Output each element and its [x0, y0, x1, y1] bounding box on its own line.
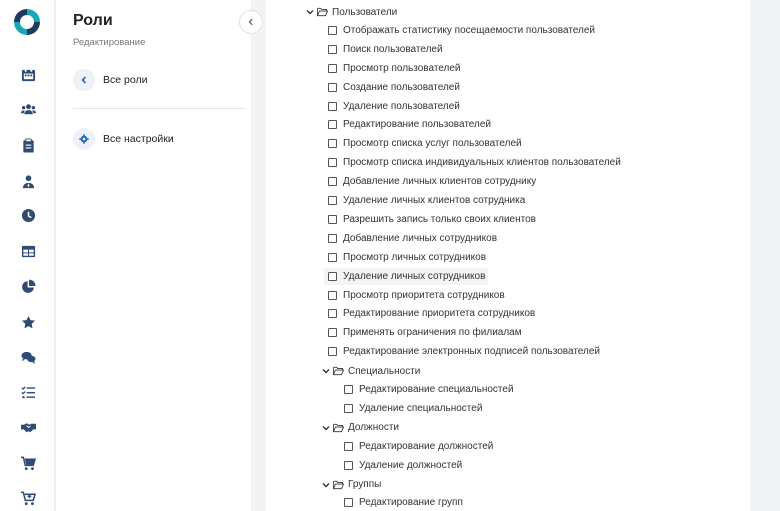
pie-chart-icon[interactable]	[18, 276, 38, 296]
permission-checkbox[interactable]	[328, 139, 337, 148]
all-roles-link[interactable]	[73, 69, 147, 91]
chevron-down-icon	[322, 367, 330, 375]
permission-label: Разрешить запись только своих клиентов	[343, 213, 536, 225]
permission-item[interactable]	[324, 324, 525, 341]
permission-item[interactable]	[324, 135, 525, 152]
permission-label: Применять ограничения по филиалам	[343, 327, 522, 339]
cart-icon[interactable]	[18, 453, 38, 473]
folder-open-icon	[333, 423, 344, 433]
users-icon[interactable]	[18, 99, 38, 119]
settings-sidebar	[56, 0, 251, 511]
tree-group-1[interactable]	[322, 420, 399, 436]
tree-group-users-label: Пользователи	[332, 6, 398, 18]
page-subtitle: Редактирование	[73, 37, 146, 48]
chevron-left-icon	[73, 69, 95, 91]
permission-item[interactable]	[324, 343, 603, 360]
table-icon[interactable]	[18, 241, 38, 261]
permission-item[interactable]	[324, 287, 508, 304]
page-title: Роли	[73, 12, 113, 29]
permission-label: Удаление личных сотрудников	[343, 270, 486, 282]
permission-label: Редактирование приоритета сотрудников	[343, 308, 536, 320]
permission-checkbox[interactable]	[328, 253, 337, 262]
permission-label: Просмотр пользователей	[343, 62, 461, 74]
permission-checkbox[interactable]	[328, 215, 337, 224]
permission-label: Просмотр личных сотрудников	[343, 251, 487, 263]
permission-label: Редактирование электронных подписей пользователей	[343, 346, 601, 358]
chevron-down-icon	[322, 424, 330, 432]
permission-checkbox[interactable]	[344, 404, 353, 413]
tree-group-1-label: Должности	[348, 422, 400, 434]
folder-open-icon	[333, 480, 344, 490]
user-tie-icon[interactable]	[18, 171, 38, 191]
permission-label: Отображать статистику посещаемости пользователей	[343, 24, 595, 36]
permission-checkbox[interactable]	[328, 177, 337, 186]
permission-item[interactable]	[324, 22, 598, 39]
tree-group-0-label: Специальности	[348, 365, 421, 377]
permission-item[interactable]	[340, 438, 496, 455]
permission-item[interactable]	[324, 116, 494, 133]
permission-label: Редактирование групп	[359, 497, 463, 509]
comments-icon[interactable]	[18, 347, 38, 367]
permission-checkbox[interactable]	[328, 158, 337, 167]
handshake-icon[interactable]	[18, 417, 38, 437]
all-roles-label: Все роли	[103, 74, 148, 86]
permission-item[interactable]	[324, 60, 464, 77]
permission-checkbox[interactable]	[328, 26, 337, 35]
permission-label: Просмотр приоритета сотрудников	[343, 289, 505, 301]
clock-icon[interactable]	[18, 205, 38, 225]
permission-label: Просмотр списка индивидуальных клиентов пользователей	[343, 157, 621, 169]
tree-group-users[interactable]	[306, 4, 397, 20]
permission-item[interactable]	[324, 79, 463, 96]
permission-checkbox[interactable]	[328, 64, 337, 73]
permission-label: Удаление пользователей	[343, 100, 460, 112]
permission-checkbox[interactable]	[328, 291, 337, 300]
permission-item[interactable]	[340, 400, 485, 417]
star-icon[interactable]	[18, 312, 38, 332]
permission-item[interactable]	[340, 457, 465, 474]
permission-label: Удаление личных клиентов сотрудника	[343, 195, 526, 206]
permission-checkbox[interactable]	[328, 272, 337, 281]
permission-checkbox[interactable]	[328, 309, 337, 318]
permission-item[interactable]	[324, 249, 489, 266]
permission-item[interactable]	[324, 192, 528, 209]
permission-checkbox[interactable]	[328, 83, 337, 92]
chevron-down-icon	[322, 481, 330, 489]
permission-item[interactable]	[324, 173, 539, 190]
permission-checkbox[interactable]	[344, 385, 353, 394]
permission-checkbox[interactable]	[328, 45, 337, 54]
tree-group-2-label: Группы	[348, 479, 382, 490]
permission-checkbox[interactable]	[328, 234, 337, 243]
chevron-left-icon	[247, 18, 255, 26]
all-settings-label: Все настройки	[103, 133, 174, 145]
folder-open-icon	[333, 366, 344, 376]
permission-label: Удаление специальностей	[359, 402, 483, 414]
all-settings-link[interactable]	[73, 128, 174, 150]
permission-label: Редактирование специальностей	[359, 384, 514, 395]
permission-item[interactable]	[324, 268, 488, 285]
permission-item[interactable]	[324, 305, 538, 322]
sidebar-divider	[73, 108, 245, 109]
permission-checkbox[interactable]	[328, 196, 337, 205]
permission-checkbox[interactable]	[344, 442, 353, 451]
permission-checkbox[interactable]	[328, 102, 337, 111]
permission-label: Добавление личных сотрудников	[343, 232, 498, 244]
permission-label: Просмотр списка услуг пользователей	[343, 138, 522, 150]
collapse-sidebar-button[interactable]	[239, 10, 263, 34]
gear-icon	[73, 128, 95, 150]
cart-plus-icon[interactable]	[18, 488, 38, 508]
permission-checkbox[interactable]	[328, 120, 337, 129]
permission-checkbox[interactable]	[344, 461, 353, 470]
nav-rail	[0, 0, 55, 511]
tree-group-0[interactable]	[322, 363, 420, 379]
permission-label: Удаление должностей	[359, 459, 463, 471]
permissions-tree-panel	[266, 0, 750, 511]
permission-item[interactable]	[324, 154, 624, 171]
permission-label: Добавление личных клиентов сотруднику	[343, 176, 537, 188]
permission-label: Поиск пользователей	[343, 43, 443, 55]
permission-label: Создание пользователей	[343, 81, 460, 93]
chevron-down-icon	[306, 8, 314, 16]
permission-item[interactable]	[324, 98, 463, 115]
list-check-icon[interactable]	[18, 382, 38, 402]
permission-item[interactable]	[340, 494, 466, 511]
clipboard-icon[interactable]	[18, 135, 38, 155]
folder-open-icon	[317, 7, 328, 17]
permission-checkbox[interactable]	[344, 498, 353, 507]
permission-label: Редактирование пользователей	[343, 119, 492, 131]
app-logo[interactable]	[11, 6, 43, 38]
permission-item[interactable]	[324, 211, 539, 228]
calendar-icon[interactable]	[18, 64, 38, 84]
permission-checkbox[interactable]	[328, 347, 337, 356]
permission-label: Редактирование должностей	[359, 440, 494, 452]
permission-item[interactable]	[340, 381, 517, 398]
permission-item[interactable]	[324, 41, 446, 58]
permission-checkbox[interactable]	[328, 328, 337, 337]
tree-group-2[interactable]	[322, 477, 381, 493]
permission-item[interactable]	[324, 230, 500, 247]
